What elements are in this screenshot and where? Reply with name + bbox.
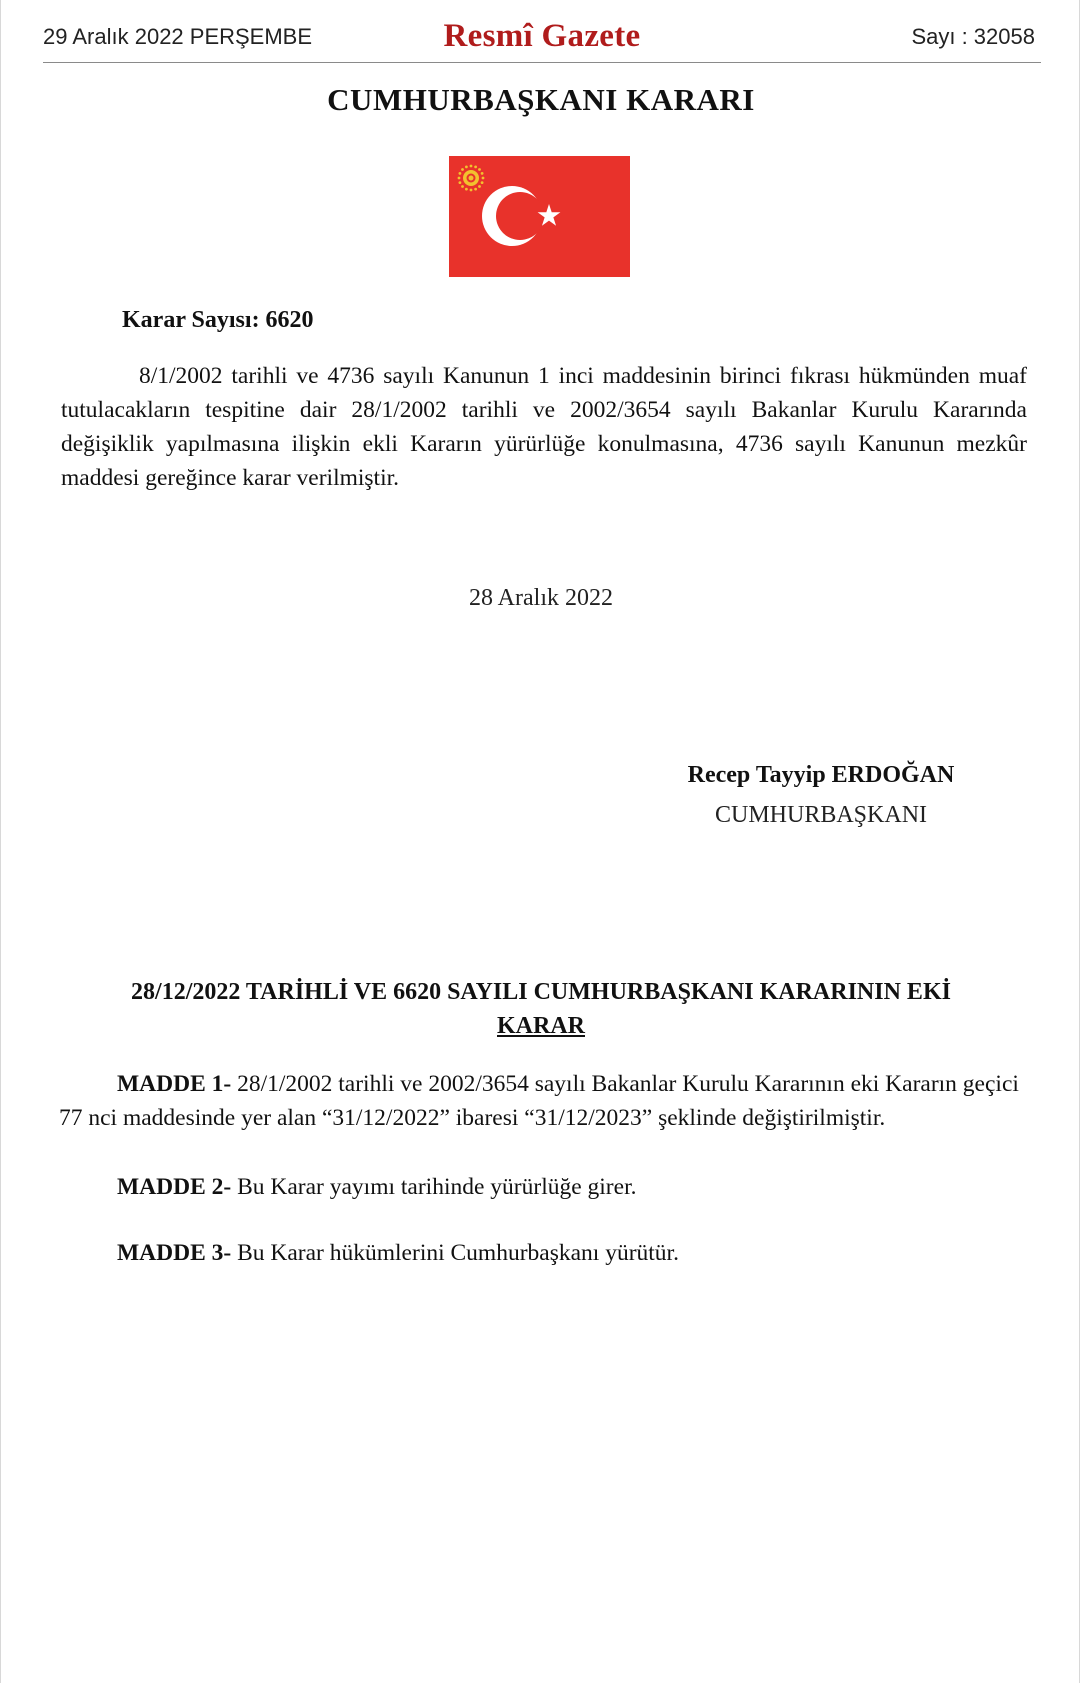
article-text: Bu Karar yayımı tarihinde yürürlüğe girer.: [231, 1174, 637, 1200]
intro-paragraph: 8/1/2002 tarihli ve 4736 sayılı Kanunun 1 inci maddesinin birinci fıkrası hükmünden muaf tutulacakların tespitine dair 28/1/2002 tarihli ve 2002/3654 sayılı Bakanlar Kurulu Kararında değişiklik yapılmasına ilişkin ekli Kararın yürürlüğe konulmasına, 4736 sayılı Kanunun mezkûr maddesi gereğince karar verilmiştir.: [61, 363, 1027, 491]
annex-heading-line2: KARAR: [497, 1013, 585, 1039]
signer-title: CUMHURBAŞKANI: [714, 802, 928, 828]
article-2: [59, 1170, 1024, 1204]
article-text: 28/1/2002 tarihli ve 2002/3654 sayılı Bakanlar Kurulu Kararının eki Kararın geçici 77 nci maddesinde yer alan “31/12/2022” ibaresi “31/12/2023” şeklinde değiştirilmiştir.: [59, 1071, 1019, 1131]
article-text: Bu Karar hükümlerini Cumhurbaşkanı yürütür.: [231, 1240, 679, 1266]
annex-heading: [1, 975, 1080, 1043]
article-label: MADDE 3-: [117, 1240, 232, 1266]
signature-date: 28 Aralık 2022: [469, 585, 613, 611]
article-label: MADDE 1-: [117, 1071, 232, 1097]
issue-number: Sayı : 32058: [911, 24, 1035, 49]
article-3: [59, 1236, 1024, 1270]
article-label: MADDE 2-: [117, 1174, 232, 1200]
document-title: CUMHURBAŞKANI KARARI: [327, 82, 755, 117]
turkish-flag-with-presidential-seal-icon: [449, 156, 630, 277]
gazette-masthead: [43, 18, 1041, 63]
annex-heading-line1: 28/12/2022 TARİHLİ VE 6620 SAYILI CUMHURBAŞKANI KARARININ EKİ: [131, 979, 951, 1005]
gazette-name: Resmî Gazete: [443, 18, 641, 54]
article-1: [59, 1067, 1024, 1135]
decision-number: Karar Sayısı: 6620: [122, 307, 314, 333]
signature-block: [601, 755, 1041, 835]
publication-date: 29 Aralık 2022 PERŞEMBE: [43, 24, 313, 49]
signer-name: Recep Tayyip ERDOĞAN: [687, 762, 955, 788]
